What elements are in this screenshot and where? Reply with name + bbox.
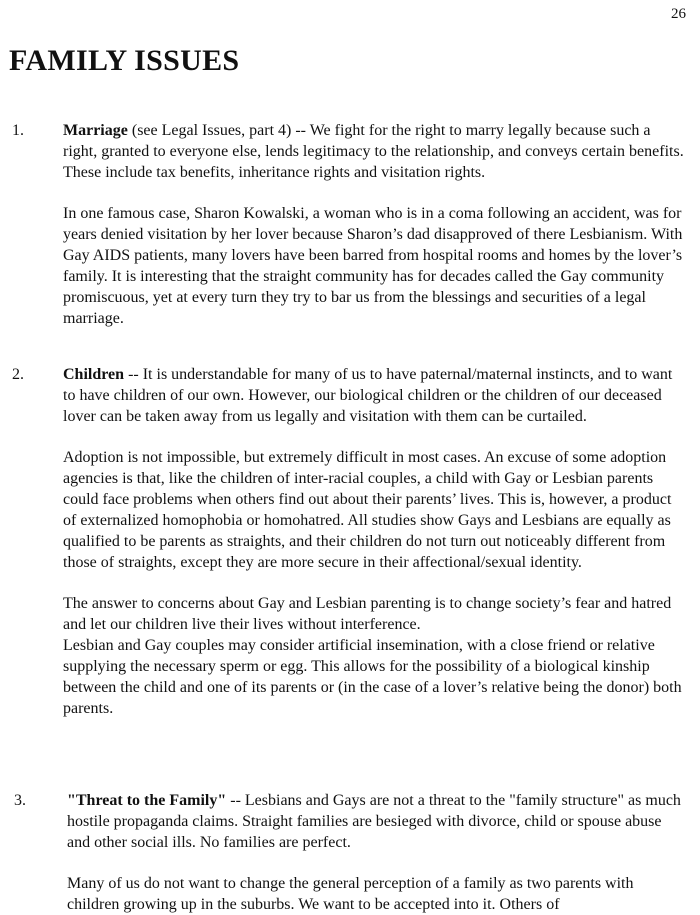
page-number: 26 — [671, 6, 686, 22]
list-item-children — [0, 364, 700, 719]
item-number: 3. — [14, 792, 26, 809]
page-title: FAMILY ISSUES — [9, 44, 240, 77]
item-paragraph: Adoption is not impossible, but extremely difficult in most cases. An excuse of some adoption agencies is that, like the children of inter-racial couples, a child with Gay or Lesbian parents could face problems when others find out about their parents’ lives. This is, however, a product of externalized homophobia or homohatred. All studies show Gays and Lesbians are equally as qualified to be parents as straights, and their children do not turn out noticeably different from those of straights, except they are more secure in their affectional/sexual identity. — [63, 449, 672, 571]
item-number: 2. — [12, 366, 24, 383]
list-item-marriage — [0, 120, 700, 329]
item-paragraph: The answer to concerns about Gay and Lesbian parenting is to change society’s fear and hatred and let our children live their lives without interference. — [63, 595, 672, 633]
item-paragraph — [63, 364, 685, 427]
item-paragraph: In one famous case, Sharon Kowalski, a woman who is in a coma following an accident, was for years denied visitation by her lover because Sharon’s dad disapproved of there Lesbianism. With Gay AIDS patients, many lovers have been barred from hospital rooms and homes by the lover’s family. It is interesting that the straight community has for decades called the Gay community promiscuous, yet at every turn they try to bar us from the blessings and securities of a legal marriage. — [63, 205, 683, 327]
item-paragraph-text: (see Legal Issues, part 4) -- We fight for the right to marry legally because such a right, granted to everyone else, lends legitimacy to the relationship, and conveys certain benefits. These include tax benefits, inheritance rights and visitation rights. — [63, 122, 684, 181]
item-paragraph: Many of us do not want to change the general perception of a family as two parents with children growing up in the suburbs. We want to be accepted into it. Others of — [67, 875, 634, 913]
item-paragraph: Lesbian and Gay couples may consider artificial insemination, with a close friend or relative supplying the necessary sperm or egg. This allows for the possibility of a biological kinship between the child and one of its parents or (in the case of a lover’s relative being the donor) both parents. — [63, 637, 682, 717]
item-heading: "Threat to the Family" — [67, 792, 227, 809]
item-heading: Marriage — [63, 122, 128, 139]
item-paragraph — [63, 120, 685, 183]
item-paragraph-text: -- Lesbians and Gays are not a threat to the "family structure" as much hostile propaganda claims. Straight families are besieged with divorce, child or spouse abuse and other social ills. No families are perfect. — [67, 792, 681, 851]
item-paragraph — [67, 790, 687, 853]
list-item-threat-to-the-family — [0, 790, 700, 915]
item-paragraph-text: -- It is understandable for many of us to have paternal/maternal instincts, and to want to have children of our own. However, our biological children or the children of our deceased lover can be taken away from us legally and visitation with them can be curtailed. — [63, 366, 673, 425]
item-number: 1. — [12, 122, 24, 139]
item-heading: Children — [63, 366, 125, 383]
